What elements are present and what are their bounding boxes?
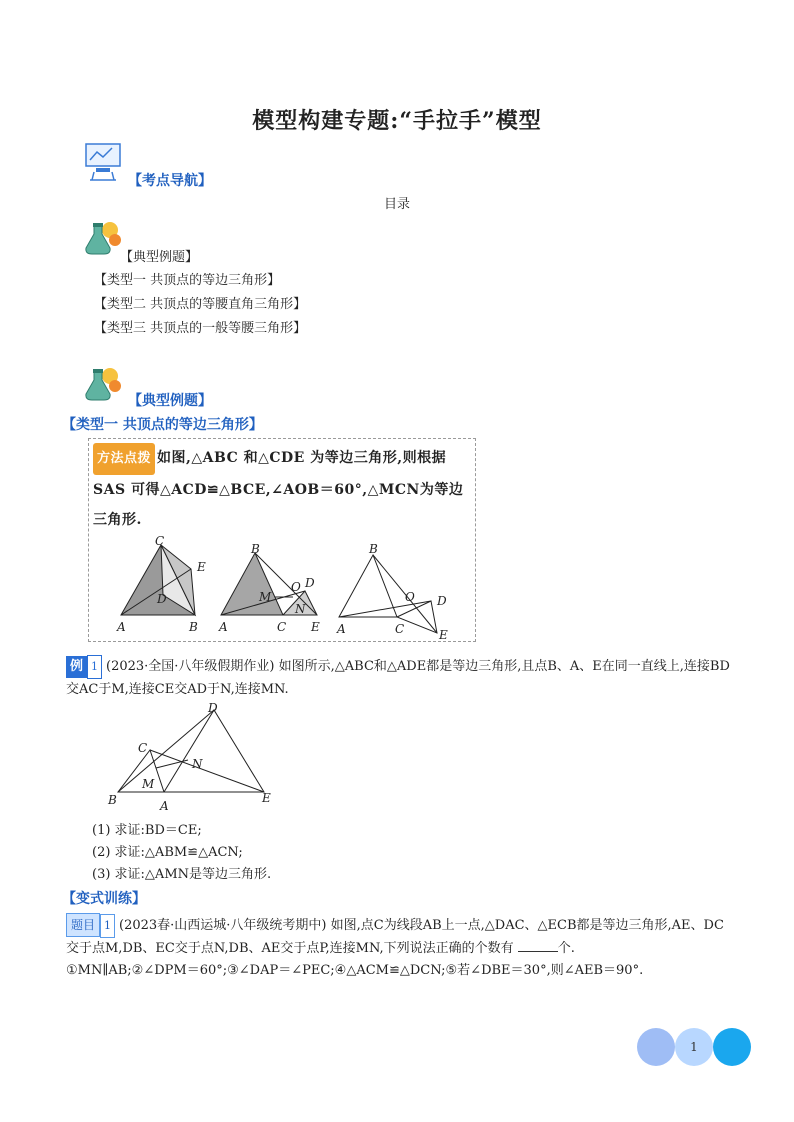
method-figure-3 [333, 539, 459, 639]
fig3-label: A [337, 622, 346, 636]
example-text: (2023·全国·八年级假期作业) 如图所示,△ABC和△ADE都是等边三角形,且点B、A、E在同一直线上,连接BD交AC于M,连接CE交AD于N,连接MN. [66, 659, 730, 697]
page-title: 模型构建专题:“手拉手”模型 [252, 108, 542, 134]
page-number: 1 [690, 1040, 698, 1054]
fig1-label: D [157, 592, 167, 606]
flask-icon [84, 218, 124, 258]
fig2-label: N [295, 602, 306, 616]
method-box [88, 438, 476, 642]
fig2-label: D [305, 576, 315, 590]
example-number: 1 [87, 655, 102, 679]
method-figure-1 [113, 535, 223, 635]
method-tag: 方法点拨 [93, 443, 155, 475]
example-tag: 例 [66, 656, 87, 678]
fig3-label: O [405, 590, 415, 604]
example-part: (1) 求证:BD＝CE; [92, 823, 202, 838]
page-number-badge [675, 1028, 713, 1066]
question-statements: ①MN∥AB;②∠DPM＝60°;③∠DAP＝∠PEC;④△ACM≌△DCN;⑤若∠DBE＝30°,则∠AEB＝90°. [66, 963, 644, 978]
toc-item[interactable]: 【类型二 共顶点的等腰直角三角形】 [94, 297, 307, 312]
toc-item[interactable]: 【类型一 共顶点的等边三角形】 [94, 273, 281, 288]
question-tag: 题目 [66, 913, 100, 937]
fig2-label: B [251, 542, 260, 556]
fig3-label: E [439, 628, 448, 639]
toc-item[interactable]: 【类型三 共顶点的一般等腰三角形】 [94, 321, 307, 336]
fig1-label: E [197, 560, 206, 574]
page-circle-right [713, 1028, 751, 1066]
fig1-label: A [117, 620, 126, 634]
ex1-label: E [262, 791, 271, 805]
question-number: 1 [100, 914, 115, 938]
page-circle-left [637, 1028, 675, 1066]
example-part: (2) 求证:△ABM≌△ACN; [92, 845, 243, 860]
variant-heading: 【变式训练】 [62, 891, 146, 907]
toc-heading: 【典型例题】 [120, 250, 199, 265]
fig1-label: C [155, 535, 165, 548]
fig1-label: B [189, 620, 198, 634]
ex1-label: C [138, 741, 148, 755]
method-figure-2 [215, 539, 327, 635]
question-text: (2023春·山西运城·八年级统考期中) 如图,点C为线段AB上一点,△DAC、△ECB都是等边三角形,AE、DC交于点M,DB、EC交于点N,DB、AE交于点P,连接MN,下列说法正确的个数有 [66, 918, 724, 956]
fig3-label: C [395, 622, 405, 636]
ex1-label: N [192, 757, 203, 771]
type1-heading: 【类型一 共顶点的等边三角形】 [62, 417, 263, 433]
question-tail: 个. [557, 941, 575, 956]
ex1-label: M [142, 777, 155, 791]
ex1-label: B [108, 793, 117, 807]
examples-heading: 【典型例题】 [128, 393, 212, 409]
example-1-figure [104, 698, 284, 816]
fig3-label: D [437, 594, 447, 608]
fig2-label: O [291, 580, 301, 594]
answer-blank[interactable] [518, 939, 558, 952]
example-1 [66, 655, 738, 701]
method-text: 如图,△ABC 和△CDE 为等边三角形,则根据 SAS 可得△ACD≌△BCE,∠AOB＝60°,△MCN为等边三角形. [93, 450, 464, 528]
nav-heading: 【考点导航】 [128, 173, 212, 189]
teaching-board-icon [82, 140, 126, 184]
fig3-label: B [369, 542, 378, 556]
question-1 [66, 913, 730, 982]
example-part: (3) 求证:△AMN是等边三角形. [92, 867, 272, 882]
flask-icon [84, 364, 124, 404]
fig2-label: M [259, 590, 272, 604]
ex1-label: A [160, 799, 169, 813]
fig2-label: C [277, 620, 287, 634]
method-text-block [93, 443, 471, 535]
toc-label: 目录 [384, 197, 411, 212]
ex1-label: D [208, 701, 218, 715]
fig2-label: E [311, 620, 320, 634]
fig2-label: A [219, 620, 228, 634]
